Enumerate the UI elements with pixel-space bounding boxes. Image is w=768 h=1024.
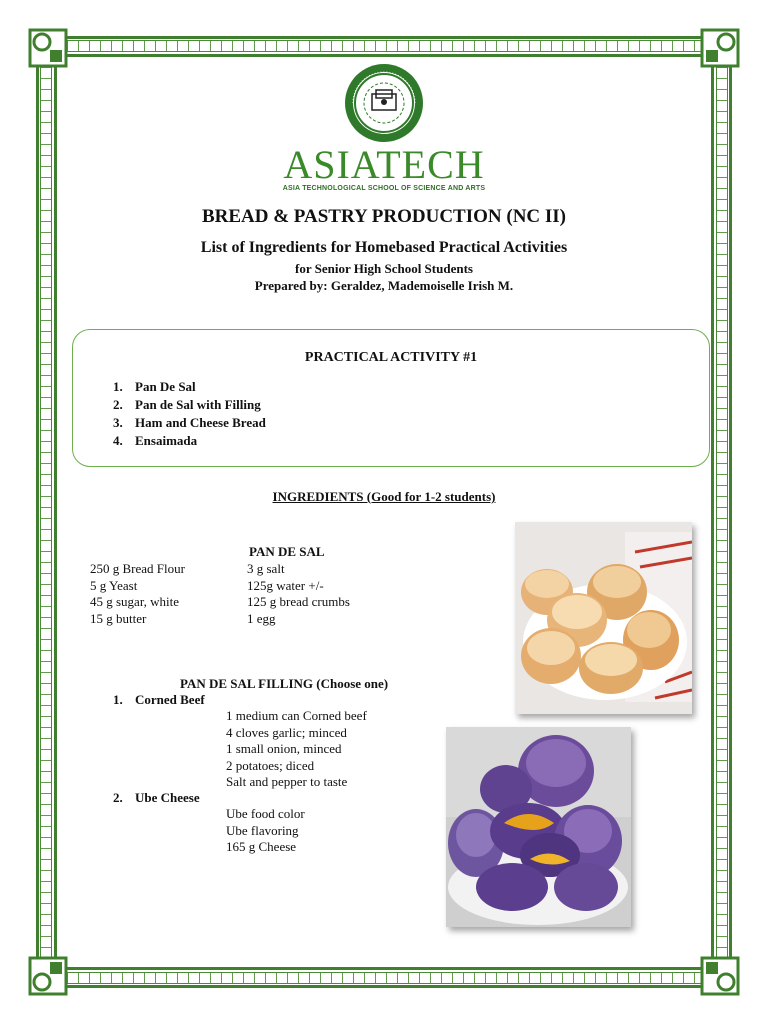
ingredient-item: 45 g sugar, white xyxy=(90,594,180,609)
corner-ornament-top-right xyxy=(700,28,740,68)
ingredient-item: Ube flavoring xyxy=(226,822,299,838)
ingredient-item: 4 cloves garlic; minced xyxy=(226,724,347,740)
school-brand-name: ASIATECH xyxy=(283,142,485,187)
corner-ornament-top-left xyxy=(28,28,68,68)
ingredient-item: 165 g Cheese xyxy=(226,839,297,854)
ingredients-heading: INGREDIENTS (Good for 1-2 students) xyxy=(272,489,496,504)
ingredient-item: Salt and pepper to taste xyxy=(226,774,348,789)
activity-item: 2. Pan de Sal with Filling xyxy=(113,397,261,412)
pan-de-sal-heading: PAN DE SAL xyxy=(249,544,325,559)
border-rail-right xyxy=(716,56,728,968)
activity-heading: PRACTICAL ACTIVITY #1 xyxy=(304,350,478,365)
filling-option-corned-beef: 1. Corned Beef xyxy=(113,692,205,707)
ingredient-item: 125 g bread crumbs xyxy=(247,594,350,609)
ingredient-item: 1 small onion, minced xyxy=(226,741,342,756)
ingredient-item: Ube food color xyxy=(226,806,305,821)
school-full-name: ASIA TECHNOLOGICAL SCHOOL OF SCIENCE AND ARTS xyxy=(282,185,486,192)
school-seal-logo xyxy=(343,62,425,144)
border-rail-bottom xyxy=(56,972,712,984)
pan-de-sal-photo xyxy=(515,522,692,714)
audience-line: for Senior High School Students xyxy=(295,261,473,276)
ube-cheese-pan-de-sal-photo xyxy=(446,727,631,927)
filling-option-ube-cheese: 2. Ube Cheese xyxy=(113,790,200,805)
practical-activity-box xyxy=(72,329,710,467)
ingredient-item: 5 g Yeast xyxy=(90,577,138,593)
prepared-by-line: Prepared by: Geraldez, Mademoiselle Irish M. xyxy=(254,278,514,293)
document-title: BREAD & PASTRY PRODUCTION (NC II) xyxy=(201,206,567,227)
corned-beef-ingredients xyxy=(226,708,367,791)
filling-heading: PAN DE SAL FILLING (Choose one) xyxy=(180,676,389,691)
activity-item: 4. Ensaimada xyxy=(113,433,198,448)
pan-de-sal-ingredients-right xyxy=(247,561,350,627)
corner-ornament-bottom-left xyxy=(28,956,68,996)
ingredient-item: 3 g salt xyxy=(247,561,285,576)
ingredient-item: 2 potatoes; diced xyxy=(226,757,315,773)
ingredient-item: 1 medium can Corned beef xyxy=(226,708,367,723)
border-rail-top xyxy=(56,40,712,52)
pan-de-sal-ingredients-left xyxy=(90,561,185,627)
ingredient-item: 250 g Bread Flour xyxy=(90,561,185,576)
document-subtitle: List of Ingredients for Homebased Practical Activities xyxy=(200,239,568,256)
ingredient-item: 1 egg xyxy=(247,610,276,626)
activity-item: 3. Ham and Cheese Bread xyxy=(113,415,266,430)
ingredient-item: 15 g butter xyxy=(90,610,147,626)
border-rail-left xyxy=(40,56,52,968)
activity-list xyxy=(113,378,266,450)
ingredient-item: 125g water +/- xyxy=(247,577,324,593)
corner-ornament-bottom-right xyxy=(700,956,740,996)
ube-cheese-ingredients xyxy=(226,806,305,856)
activity-item: 1. Pan De Sal xyxy=(113,379,196,394)
